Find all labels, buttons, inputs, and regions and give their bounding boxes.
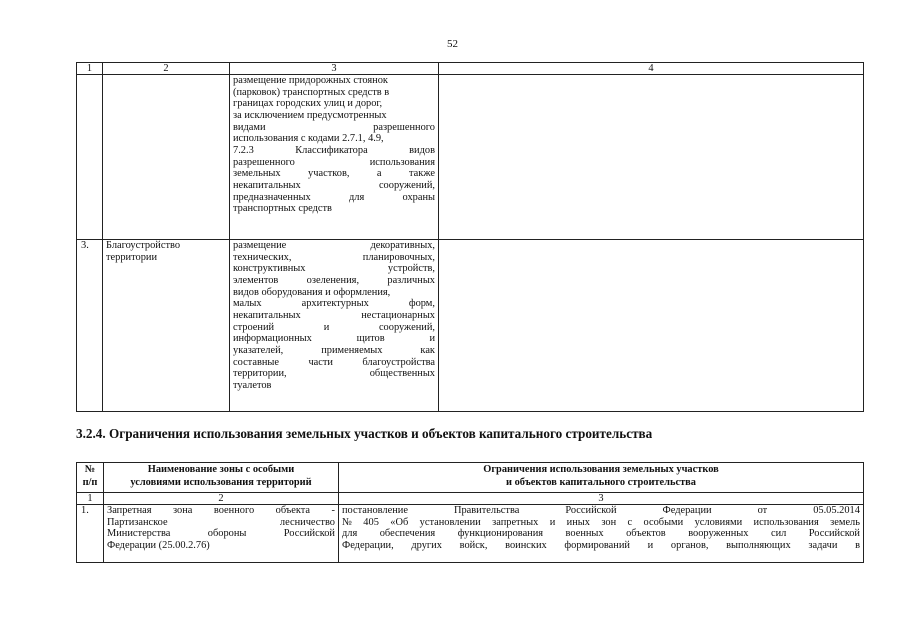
header-line: п/п xyxy=(82,476,98,488)
text-line: размещение придорожных стоянок xyxy=(233,75,388,86)
table-header-row xyxy=(77,63,864,75)
text-line: 7.2.3 Классификатора видов xyxy=(233,144,435,156)
row-number-cell xyxy=(77,75,103,240)
row-number-cell: 1. xyxy=(77,505,104,563)
text-line: использования с кодами 2.7.1, 4.9, xyxy=(233,133,384,145)
text-line: постановление Правительства Российской Федерации от 05.05.2014 xyxy=(342,505,860,516)
row-zone-cell xyxy=(104,505,339,563)
text-line: видами разрешенного xyxy=(233,121,435,133)
description-text xyxy=(233,75,435,215)
header-number xyxy=(77,463,104,493)
text-line: некапитальных сооружений, xyxy=(233,179,435,191)
column-index-4: 4 xyxy=(439,63,864,75)
header-line: Ограничения использования земельных участков xyxy=(483,464,719,475)
text-line: размещение декоративных, xyxy=(233,240,435,251)
header-line: № xyxy=(84,464,96,475)
column-index-1: 1 xyxy=(77,493,104,505)
row-description-cell xyxy=(230,240,439,412)
text-line: элементов озеленения, различных xyxy=(233,274,435,286)
text-line: малых архитектурных форм, xyxy=(233,298,435,310)
text-line: территории xyxy=(106,251,158,263)
text-line: видов оборудования и оформления, xyxy=(233,286,391,298)
text-line: Министерства обороны Российской xyxy=(107,528,335,540)
table-row xyxy=(77,240,864,412)
text-line: территории, общественных xyxy=(233,368,435,380)
header-line: и объектов капитального строительства xyxy=(506,476,696,488)
text-line: указателей, применяемых как xyxy=(233,344,435,356)
row-restrictions-cell xyxy=(339,505,864,563)
table-row xyxy=(77,505,864,563)
column-index-2: 2 xyxy=(104,493,339,505)
header-line: условиями использования территорий xyxy=(130,476,312,488)
column-index-1: 1 xyxy=(77,63,103,75)
text-line: Федерации, других войск, воинских формирований и органов, выполняющих задачи в xyxy=(342,539,860,551)
text-line: информационных щитов и xyxy=(233,333,435,345)
text-line: земельных участков, а также xyxy=(233,168,435,180)
row-name-cell xyxy=(103,240,230,412)
row-restrictions-cell xyxy=(439,75,864,240)
restrictions-table xyxy=(76,462,864,563)
section-heading: 3.2.4. Ограничения использования земельных участков и объектов капитального строительства xyxy=(76,426,653,441)
text-line: для обеспечения функционирования военных объектов вооруженных сил Российской xyxy=(342,528,860,540)
table-header-row xyxy=(77,463,864,493)
row-restrictions-cell xyxy=(439,240,864,412)
header-restrictions xyxy=(339,463,864,493)
text-line: разрешенного использования xyxy=(233,156,435,168)
row-name-cell xyxy=(103,75,230,240)
land-use-table xyxy=(76,62,864,412)
text-line: за исключением предусмотренных xyxy=(233,109,387,121)
text-line: границах городских улиц и дорог, xyxy=(233,98,383,110)
description-text xyxy=(233,240,435,392)
page-number: 52 xyxy=(447,38,458,50)
text-line: № 405 «Об установлении запретных и иных зон с особыми условиями использования земель xyxy=(342,516,860,528)
text-line: некапитальных нестационарных xyxy=(233,309,435,321)
text-line: составные части благоустройства xyxy=(233,356,435,368)
header-line: Наименование зоны с особыми xyxy=(147,464,295,475)
table-row xyxy=(77,75,864,240)
table-index-row xyxy=(77,493,864,505)
text-line: транспортных средств xyxy=(233,203,332,215)
row-number-cell: 3. xyxy=(77,240,103,412)
text-line: технических, планировочных, xyxy=(233,251,435,263)
column-index-2: 2 xyxy=(103,63,230,75)
text-line: строений и сооружений, xyxy=(233,321,435,333)
text-line: Запретная зона военного объекта - xyxy=(107,505,335,516)
text-line: Благоустройство xyxy=(106,240,181,251)
column-index-3: 3 xyxy=(230,63,439,75)
text-line: Партизанское лесничество xyxy=(107,516,335,528)
text-line: конструктивных устройств, xyxy=(233,263,435,275)
text-line: (парковок) транспортных средств в xyxy=(233,86,390,98)
text-line: туалетов xyxy=(233,379,272,391)
row-description-cell xyxy=(230,75,439,240)
text-line: предназначенных для охраны xyxy=(233,191,435,203)
header-zone-name xyxy=(104,463,339,493)
column-index-3: 3 xyxy=(339,493,864,505)
text-line: Федерации (25.00.2.76) xyxy=(107,539,210,551)
